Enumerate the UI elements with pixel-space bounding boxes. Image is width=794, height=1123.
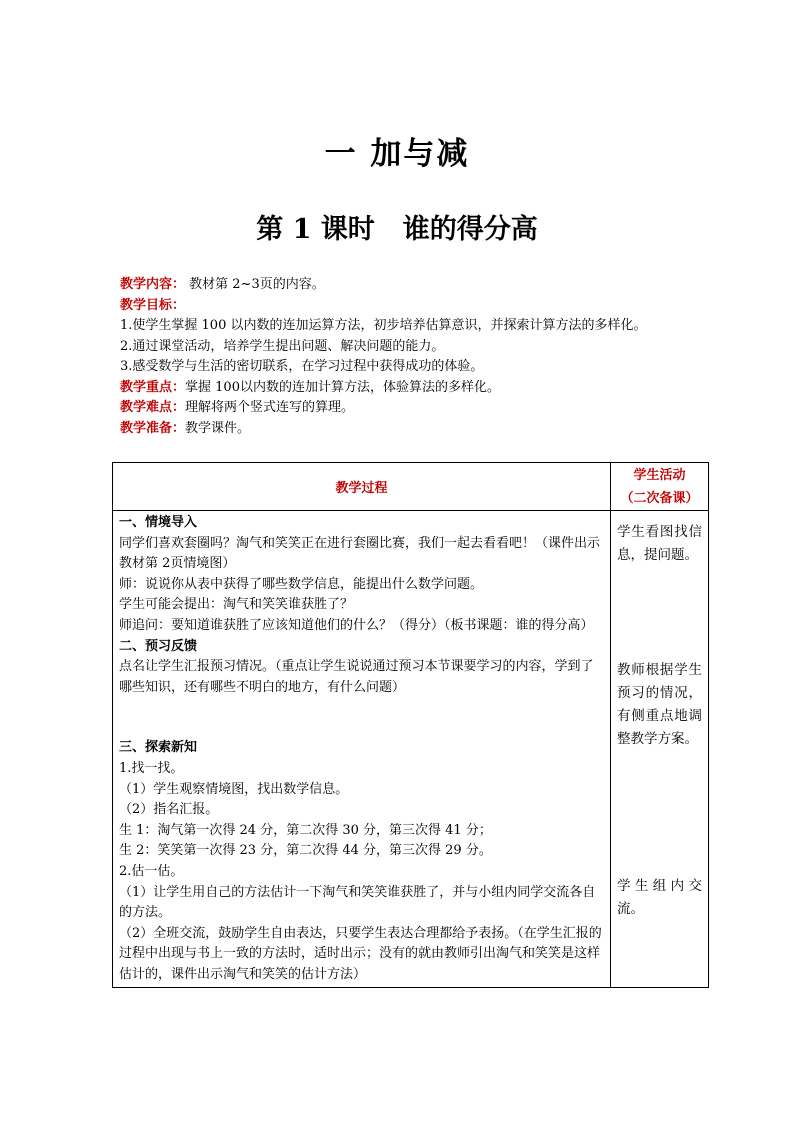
table-header-row bbox=[113, 463, 709, 511]
process-line: 生 2：笑笑第一次得 23 分，第二次得 44 分，第三次得 29 分。 bbox=[119, 843, 492, 859]
content-text: 教材第 2~3页的内容。 bbox=[185, 277, 325, 292]
lesson-meta bbox=[120, 275, 700, 439]
process-line: （1）让学生用自己的方法估计一下淘气和笑笑谁获胜了，并与小组内同学交流各自的方法。 bbox=[119, 884, 596, 921]
section-title: 一、情境导入 bbox=[119, 515, 198, 530]
goal-item: 1.使学生掌握 100 以内数的连加运算方法，初步培养估算意识，并探索计算方法的多样化。 bbox=[120, 318, 647, 333]
process-line: （2）全班交流，鼓励学生自由表达，只要学生表达合理都给予表扬。（在学生汇报的过程中出现与书上一致的方法时，适时出示；没有的就由教师引出淘气和笑笑是这样估计的，课件出示淘气和笑笑的估计方法） bbox=[119, 925, 602, 982]
key-label: 教学重点： bbox=[120, 379, 186, 395]
spacer bbox=[617, 567, 702, 659]
lesson-number: 第 1 课时 bbox=[256, 214, 375, 245]
header-process: 教学过程 bbox=[113, 463, 611, 511]
lesson-name: 谁的得分高 bbox=[402, 214, 538, 245]
process-line: 1.找一找。 bbox=[119, 760, 184, 776]
process-line: 点名让学生汇报预习情况。（重点让学生说说通过预习本节课要学习的内容，学到了哪些知识，还有哪些不明白的地方，有什么问题） bbox=[119, 659, 594, 695]
header-activity-line2: （二次备课） bbox=[620, 490, 699, 506]
difficulty-row bbox=[120, 398, 700, 419]
goal-item: 3.感受数学与生活的密切联系，在学习过程中获得成功的体验。 bbox=[120, 359, 484, 374]
process-line: 师：说说你从表中获得了哪些数学信息，能提出什么数学问题。 bbox=[119, 576, 484, 592]
unit-title: 一 加与减 bbox=[324, 136, 470, 172]
process-line: 生 1：淘气第一次得 24 分，第二次得 30 分，第三次得 41 分； bbox=[119, 822, 492, 838]
key-row bbox=[120, 378, 700, 399]
section-title: 二、预习反馈 bbox=[119, 638, 198, 654]
spacer bbox=[119, 698, 604, 718]
process-line: （2）指名汇报。 bbox=[119, 802, 219, 818]
prep-row bbox=[120, 419, 700, 440]
key-text: 掌握 100以内数的连加计算方法，体验算法的多样化。 bbox=[185, 379, 500, 395]
lesson-title bbox=[0, 207, 794, 246]
content-label: 教学内容： bbox=[120, 277, 186, 292]
table-body-row bbox=[113, 511, 709, 988]
content-row bbox=[120, 275, 700, 296]
goal-item: 2.通过课堂活动，培养学生提出问题、解决问题的能力。 bbox=[120, 338, 445, 354]
lesson-plan-table bbox=[112, 462, 709, 988]
difficulty-text: 理解将两个竖式连写的算理。 bbox=[185, 400, 355, 415]
activity-note: 教师根据学生预习的情况，有侧重点地调整教学方案。 bbox=[617, 662, 702, 747]
difficulty-label: 教学难点： bbox=[120, 400, 186, 415]
goals-label: 教学目标： bbox=[120, 297, 186, 313]
header-activity-line1: 学生活动 bbox=[633, 467, 686, 483]
section-title: 三、探索新知 bbox=[119, 740, 198, 756]
goals-row bbox=[120, 296, 700, 317]
header-activity bbox=[611, 463, 709, 511]
spacer bbox=[119, 718, 604, 738]
process-line: 师追问：要知道谁获胜了应该知道他们的什么？（得分）（板书课题：谁的得分高） bbox=[119, 617, 594, 633]
activity-note: 学生看图找信息，提问题。 bbox=[617, 524, 702, 563]
activity-cell bbox=[611, 511, 709, 988]
process-line: 学生可能会提出：淘气和笑笑谁获胜了？ bbox=[119, 597, 354, 613]
prep-label: 教学准备： bbox=[120, 420, 186, 436]
activity-note: 学生组内交流。 bbox=[617, 878, 702, 917]
process-cell bbox=[113, 511, 611, 988]
process-line: 同学们喜欢套圈吗？淘气和笑笑正在进行套圈比赛，我们一起去看看吧！（课件出示教材第 2页情境图） bbox=[119, 535, 601, 572]
prep-text: 教学课件。 bbox=[185, 420, 251, 436]
process-line: 2.估一估。 bbox=[119, 863, 184, 879]
process-line: （1）学生观察情境图，找出数学信息。 bbox=[119, 781, 349, 797]
spacer bbox=[617, 751, 702, 875]
